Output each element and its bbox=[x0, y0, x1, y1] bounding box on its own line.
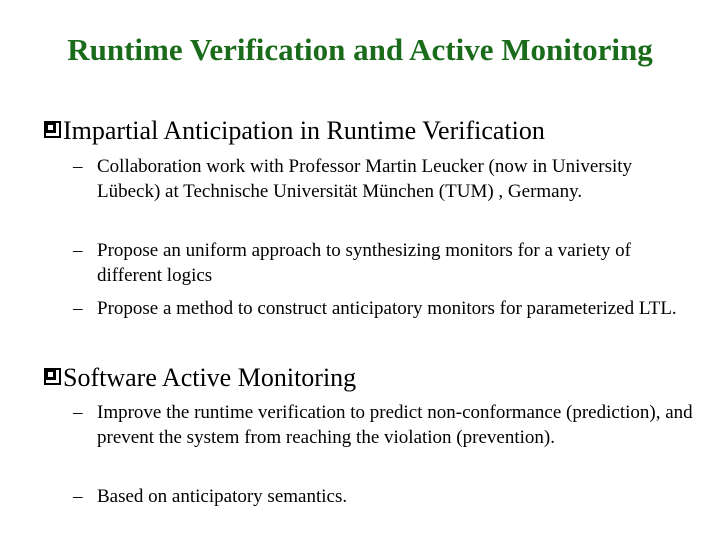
list-item bbox=[73, 400, 693, 450]
list-item-text: Propose an uniform approach to synthesizing monitors for a variety of different logics bbox=[97, 240, 631, 286]
section-heading-impartial-anticipation bbox=[44, 115, 545, 146]
list-item-text: Based on anticipatory semantics. bbox=[97, 486, 348, 507]
list-item bbox=[73, 238, 693, 288]
slide-title: Runtime Verification and Active Monitoring bbox=[67, 32, 653, 67]
section-heading-software-active-monitoring bbox=[44, 362, 356, 393]
list-item-text: Propose a method to construct anticipatory monitors for parameterized LTL. bbox=[97, 298, 677, 319]
dash-bullet-icon: – bbox=[73, 298, 83, 319]
dash-bullet-icon: – bbox=[73, 402, 83, 423]
list-item-text: Collaboration work with Professor Martin Leucker (now in University Lübeck) at Technische Universität München (TUM) , Germany. bbox=[97, 156, 633, 202]
list-item bbox=[73, 296, 693, 321]
section-heading-text: Impartial Anticipation in Runtime Verification bbox=[63, 116, 545, 145]
dash-bullet-icon: – bbox=[73, 486, 83, 507]
list-item-text: Improve the runtime verification to predict non-conformance (prediction), and prevent the system from reaching the violation (prevention). bbox=[97, 402, 693, 448]
section-heading-text: Software Active Monitoring bbox=[63, 363, 357, 392]
dash-bullet-icon: – bbox=[73, 240, 83, 261]
list-item bbox=[73, 484, 693, 509]
list-item bbox=[73, 154, 693, 204]
square-bullet-icon bbox=[44, 368, 61, 385]
dash-bullet-icon: – bbox=[73, 156, 83, 177]
square-bullet-icon bbox=[44, 121, 61, 138]
